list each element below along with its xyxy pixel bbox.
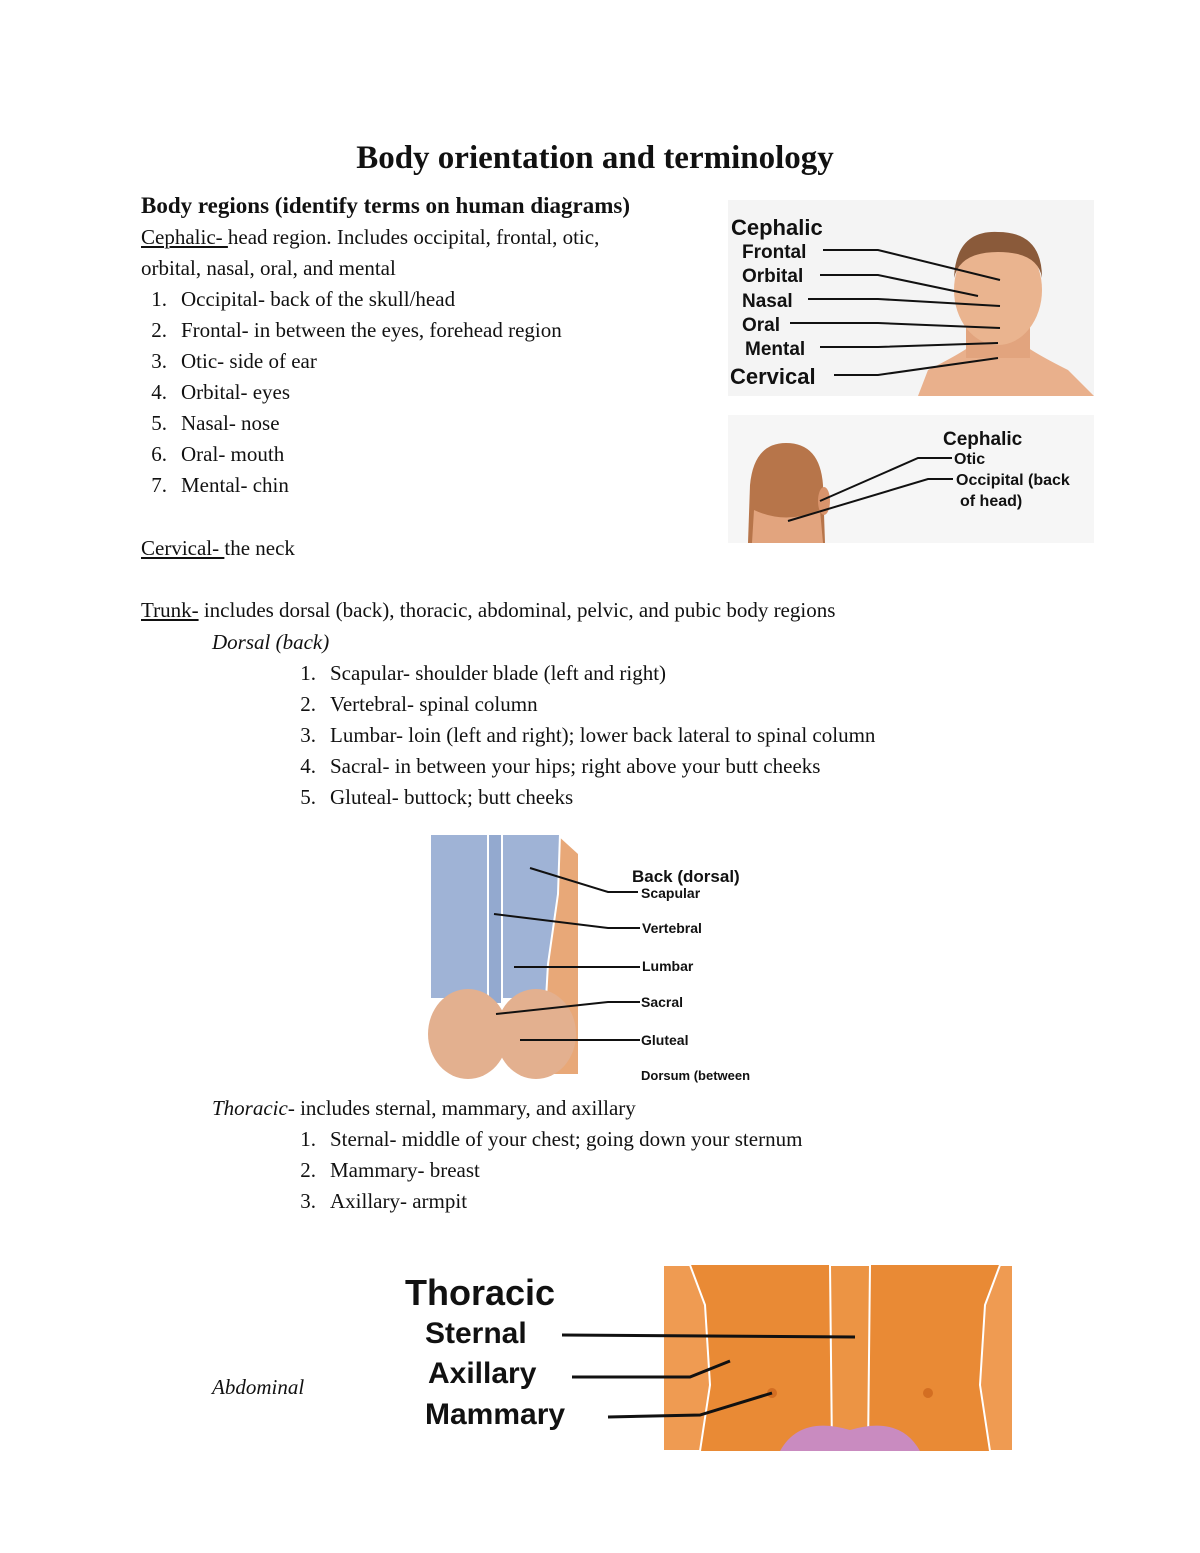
- label-cephalic: Cephalic: [731, 215, 823, 240]
- cephalic-list: [133, 284, 701, 501]
- list-text: Axillary- armpit: [330, 1189, 468, 1213]
- label-oral: Oral: [742, 315, 781, 336]
- right-gluteal: [496, 989, 576, 1079]
- sternal-region: [830, 1265, 870, 1451]
- label-gluteal: Gluteal: [641, 1032, 689, 1048]
- label-occipital: Occipital (back: [956, 472, 1070, 489]
- back-dorsal-figure: [428, 834, 773, 1083]
- list-item: [282, 658, 875, 689]
- list-number: 1.: [151, 287, 167, 311]
- list-text: Sacral- in between your hips; right above your butt cheeks: [330, 754, 821, 778]
- list-item: [133, 346, 701, 377]
- list-number: 3.: [300, 1189, 316, 1213]
- label-sacral: Sacral: [641, 994, 684, 1010]
- label-scapular: Scapular: [641, 885, 701, 901]
- list-number: 1.: [300, 1127, 316, 1151]
- dorsal-heading: Dorsal (back): [212, 630, 330, 654]
- label-frontal: Frontal: [742, 242, 807, 263]
- list-number: 4.: [300, 754, 316, 778]
- thoracic-definition: Thoracic- includes sternal, mammary, and axillary: [212, 1096, 636, 1120]
- label-otic: Otic: [954, 451, 986, 468]
- label-cervical: Cervical: [730, 364, 816, 389]
- list-text: Vertebral- spinal column: [330, 692, 538, 716]
- list-text: Scapular- shoulder blade (left and right): [330, 661, 667, 685]
- abdominal-heading: Abdominal: [212, 1375, 305, 1399]
- label-mental: Mental: [745, 339, 806, 360]
- list-text: Oral- mouth: [181, 442, 285, 466]
- list-text: Frontal- in between the eyes, forehead region: [181, 318, 562, 342]
- label-mammary: Mammary: [425, 1398, 566, 1431]
- label-thoracic: Thoracic: [405, 1272, 556, 1313]
- list-number: 4.: [151, 380, 167, 404]
- dorsal-list: [282, 658, 875, 813]
- list-text: Occipital- back of the skull/head: [181, 287, 456, 311]
- list-item: [133, 315, 701, 346]
- list-number: 7.: [151, 473, 167, 497]
- list-text: Nasal- nose: [181, 411, 280, 435]
- list-item: [282, 1155, 802, 1186]
- thoracic-list: [282, 1124, 802, 1217]
- label-vertebral: Vertebral: [642, 920, 702, 936]
- list-item: [133, 470, 701, 501]
- thoracic-figure: [400, 1265, 1014, 1451]
- list-item: [282, 1124, 802, 1155]
- cervical-definition: Cervical- the neck: [141, 536, 295, 560]
- head-back-figure: [728, 415, 1094, 543]
- list-item: [133, 408, 701, 439]
- label-axillary: Axillary: [428, 1357, 537, 1390]
- list-text: Otic- side of ear: [181, 349, 317, 373]
- list-item: [282, 751, 875, 782]
- label-back-dorsal: Back (dorsal): [632, 867, 740, 886]
- list-item: [282, 1186, 802, 1217]
- list-number: 6.: [151, 442, 167, 466]
- label-dorsum: Dorsum (between: [641, 1068, 751, 1083]
- list-item: [133, 284, 701, 315]
- page-title: Body orientation and terminology: [356, 140, 834, 176]
- list-item: [282, 782, 875, 813]
- cephalic-definition-cont: orbital, nasal, oral, and mental: [141, 256, 396, 280]
- list-number: 5.: [300, 785, 316, 809]
- cephalic-definition: Cephalic- head region. Includes occipital, frontal, otic,: [141, 225, 600, 249]
- list-item: [133, 439, 701, 470]
- label-occipital-cont: of head): [960, 493, 1023, 510]
- list-text: Mammary- breast: [330, 1158, 480, 1182]
- trunk-definition: Trunk- includes dorsal (back), thoracic, abdominal, pelvic, and pubic body regions: [141, 598, 836, 622]
- list-text: Mental- chin: [181, 473, 289, 497]
- right-nipple: [923, 1388, 933, 1398]
- section-heading: Body regions (identify terms on human diagrams): [141, 193, 631, 218]
- list-number: 2.: [151, 318, 167, 342]
- list-text: Sternal- middle of your chest; going down your sternum: [330, 1127, 803, 1151]
- list-number: 3.: [300, 723, 316, 747]
- label-orbital: Orbital: [742, 266, 804, 287]
- list-text: Gluteal- buttock; butt cheeks: [330, 785, 574, 809]
- vertebral-region: [488, 834, 502, 1004]
- cephalic-section: [141, 190, 701, 501]
- list-number: 2.: [300, 692, 316, 716]
- label-nasal: Nasal: [742, 291, 793, 312]
- list-number: 5.: [151, 411, 167, 435]
- head-front-figure: [728, 200, 1094, 396]
- list-item: [282, 720, 875, 751]
- list-number: 1.: [300, 661, 316, 685]
- list-item: [282, 689, 875, 720]
- label-sternal: Sternal: [425, 1317, 527, 1350]
- list-number: 3.: [151, 349, 167, 373]
- label-cephalic: Cephalic: [943, 429, 1023, 450]
- list-text: Orbital- eyes: [181, 380, 291, 404]
- label-lumbar: Lumbar: [642, 958, 694, 974]
- list-number: 2.: [300, 1158, 316, 1182]
- list-text: Lumbar- loin (left and right); lower back lateral to spinal column: [330, 723, 876, 747]
- list-item: [133, 377, 701, 408]
